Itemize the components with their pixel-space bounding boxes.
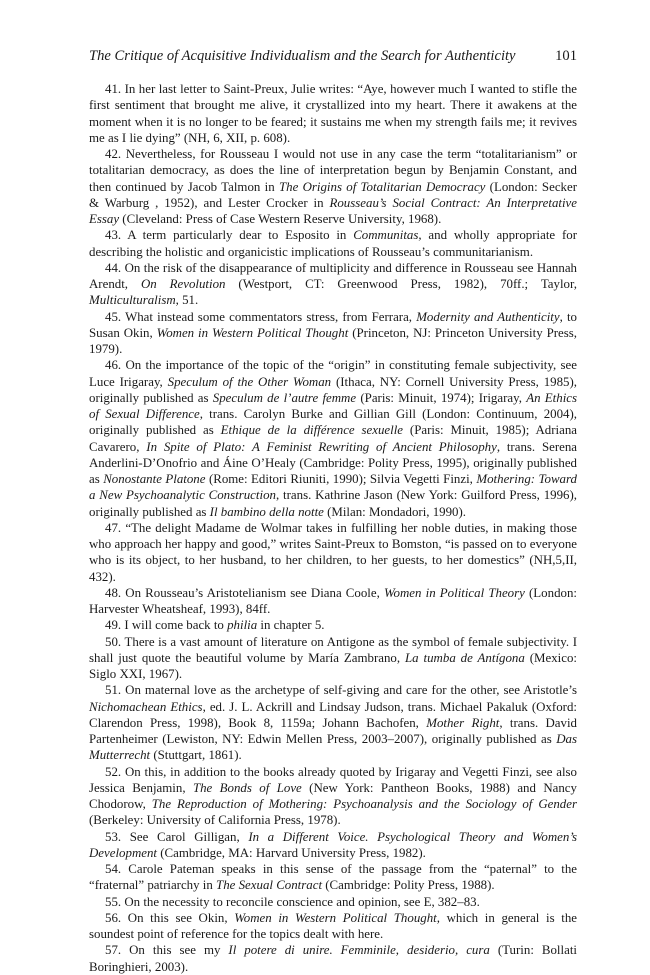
endnote <box>89 585 577 618</box>
endnote-title-text: Modernity and Authenticity <box>416 309 560 324</box>
endnote-number: 43. <box>105 228 122 243</box>
endnote-text: 51. <box>178 293 199 308</box>
endnote-text: (Mexico: Siglo XXI, 1967). <box>89 650 577 681</box>
endnote-title-text: La tumba de Antígona <box>405 650 525 665</box>
endnote <box>89 81 577 146</box>
endnote <box>89 942 577 975</box>
endnote-text: There is a vast amount of literature on Antigone as the symbol of female subjectivity. I shall just quote the beautiful volume by María Zambrano, <box>89 634 577 665</box>
endnote-title-text: Il potere di unire. Femminile, desiderio, cura <box>228 943 490 958</box>
endnote-text: On this see my <box>129 943 229 958</box>
endnote-text: , to Susan Okin, <box>89 309 577 340</box>
running-header <box>89 48 577 70</box>
endnote-number: 52. <box>105 764 122 779</box>
endnote-text: (Stuttgart, 1861). <box>150 748 242 763</box>
endnote-title-text: Il bambino della notte <box>209 504 324 519</box>
endnote-number: 44. <box>105 260 122 275</box>
endnote-text: (Rome: Editori Riuniti, 1990); Silvia Vegetti Finzi, <box>205 472 477 486</box>
endnote-number: 53. <box>105 829 122 844</box>
endnote <box>89 682 577 763</box>
endnote-text: and wholly appropriate for describing the holistic and organicistic implications of Rousseau’s communitarianism. <box>89 228 577 259</box>
endnote-text: On this see Okin, <box>127 910 235 925</box>
endnote-title-text: On Revolution <box>140 277 226 291</box>
endnote-title-text: Nichomachean Ethics <box>89 699 203 714</box>
endnote-number: 47. <box>105 520 122 535</box>
endnote-number: 48. <box>105 585 122 600</box>
endnote-title-text: The Reproduction of Mothering: Psychoanalysis and the Sociology of Gender <box>151 797 577 811</box>
endnote-title-text: Women in Western Political Thought, <box>234 910 440 925</box>
endnote-text: (London: Secker & Warburg , 1952), and Lester Crocker in <box>89 179 577 210</box>
endnote-text: Nevertheless, for Rousseau I would not use in any case the term “totalitarianism” or totalitarian democracy, as does the line of interpretation begun by Benjamin Constant, and then continued by Jacob Talmon in <box>89 147 577 194</box>
endnote <box>89 309 577 358</box>
endnote-title-text: Speculum de l’autre femme <box>212 390 357 405</box>
endnote-text: On the importance of the topic of the “origin” in constituting female subjectivity, see Luce Irigaray, <box>89 358 577 389</box>
endnote-title-text: Mother Right <box>426 715 500 730</box>
endnote-title-text: Ethique de la différence sexuelle <box>220 423 404 438</box>
endnote <box>89 520 577 585</box>
endnote-number: 54. <box>105 862 122 876</box>
endnote-title-text: Women in Western Political Thought <box>156 325 349 340</box>
endnote-number: 45. <box>105 309 122 324</box>
endnote-title-text: Rousseau’s Social Contract: An Interpretative Essay <box>89 195 577 226</box>
endnote-text: In her last letter to Saint-Preux, Julie writes: “Aye, however much I wanted to stifle the first sentiment that brought me alive, it crystallized into my heart. There it awakens at the moment when it is no longer to be feared; it sustains me when my strength fails me; it revives me as I lie dying” (NH, 6, XII, p. 608). <box>89 82 577 145</box>
endnote-text: , trans. David Partenheimer (Lewiston, NY: Edwin Mellen Press, 2003–2007), originally published as <box>89 715 578 746</box>
endnote-text: (Cambridge: Polity Press, 1988). <box>322 878 495 893</box>
endnote <box>89 227 577 260</box>
endnote-text: (London: Harvester Wheatsheaf, 1993), 84ff. <box>89 585 577 616</box>
endnote-title-text: Das Mutterrecht <box>89 732 577 763</box>
endnote-number: 41. <box>105 82 122 96</box>
endnote <box>89 861 577 894</box>
endnote-number: 50. <box>105 634 122 649</box>
endnote-title-text: Mothering: Toward a New Psychoanalytic Construction <box>89 472 577 503</box>
endnote-text: (Paris: Minuit, 1985); Adriana Cavarero, <box>89 423 577 454</box>
endnote-text: On the necessity to reconcile conscience and opinion, see E, 382–83. <box>124 894 480 909</box>
endnote-title-text: An Ethics of Sexual Difference <box>89 390 578 421</box>
running-title: The Critique of Acquisitive Individualism and the Search for Authenticity <box>89 48 516 64</box>
endnote-text: , trans. Kathrine Jason (New York: Guilford Press, 1996), originally published as <box>89 488 578 519</box>
endnote-number: 49. <box>105 618 122 633</box>
endnote-text: (Paris: Minuit, 1974); Irigaray, <box>356 390 527 405</box>
endnote <box>89 146 577 227</box>
endnote <box>89 260 577 309</box>
endnote-title-text: Women in Political Theory <box>383 585 525 600</box>
book-page <box>89 48 577 975</box>
endnote-text: , ed. J. L. Ackrill and Lindsay Judson, trans. Michael Pakaluk (Oxford: Clarendon Press, 1998), Book 8, 1159a; Johann Bachofen, <box>89 699 577 730</box>
endnote-text: in chapter 5. <box>257 618 325 633</box>
endnote-text: (Ithaca, NY: Cornell University Press, 1985), originally published as <box>89 374 577 405</box>
endnote-number: 51. <box>105 683 122 698</box>
endnote <box>89 894 577 910</box>
endnote-text: (Cleveland: Press of Case Western Reserve University, 1968). <box>119 212 442 226</box>
endnote-text: (Berkeley: University of California Press, 1978). <box>89 813 341 828</box>
endnote-title-text: Speculum of the Other Woman <box>167 374 332 389</box>
endnote-text: (Westport, CT: Greenwood Press, 1982), 70ff.; Taylor, <box>225 277 577 291</box>
endnote-text: On Rousseau’s Aristotelianism see Diana Coole, <box>125 585 384 600</box>
endnote-text: (New York: Pantheon Books, 1988) and Nancy Chodorow, <box>89 780 577 811</box>
endnote-text: , trans. Serena Anderlini-D’Onofrio and Áine O’Healy (Cambridge: Polity Press, 1995), originally published as <box>89 439 578 486</box>
endnote-title-text: In Spite of Plato: A Feminist Rewriting of Ancient Philosophy <box>146 439 497 454</box>
endnote-text: (Turin: Bollati Boringhieri, 2003). <box>89 943 577 974</box>
endnote-text: What instead some commentators stress, from Ferrara, <box>125 309 417 324</box>
endnote-number: 56. <box>105 910 122 925</box>
endnote-title-text: The Bonds of Love <box>192 780 302 795</box>
endnote <box>89 910 577 943</box>
endnote-title-text: Multiculturalism, <box>89 293 179 308</box>
endnote-title-text: The Sexual Contract <box>216 878 323 893</box>
endnote-title-text: Nonostante Platone <box>103 472 206 486</box>
endnote-title-text: Communitas, <box>353 228 422 243</box>
endnote-title-text: The Origins of Totalitarian Democracy <box>278 179 486 194</box>
endnote-text: Carole Pateman speaks in this sense of the passage from the “paternal” to the “fraternal” patriarchy in <box>89 862 577 893</box>
endnote-text: (Milan: Mondadori, 1990). <box>323 504 467 519</box>
page-number: 101 <box>555 48 577 64</box>
endnotes-list <box>89 81 577 975</box>
endnote <box>89 829 577 862</box>
endnote-text: I will come back to <box>124 618 228 633</box>
endnote <box>89 634 577 683</box>
endnote-number: 46. <box>105 358 122 373</box>
endnote-number: 42. <box>105 147 122 161</box>
endnote-text: which in general is the soundest point of reference for the topics dealt with here. <box>89 910 578 941</box>
endnote <box>89 764 577 829</box>
endnote-text: (Princeton, NJ: Princeton University Press, 1979). <box>89 325 578 356</box>
endnote-number: 55. <box>105 894 122 909</box>
endnote <box>89 617 577 633</box>
endnote-title-text: In a Different Voice. Psychological Theory and Women’s Development <box>89 829 577 860</box>
endnote-text: See Carol Gilligan, <box>129 829 249 844</box>
endnote-text: “The delight Madame de Wolmar takes in fulfilling her noble duties, in making those who approach her happy and good,” writes Saint-Preux to Bomston, “is passed on to everyone who is its object, to her husband, to her children, to her guests, to her domestics” (NH,5,II, 432). <box>89 520 577 584</box>
endnote-text: On maternal love as the archetype of self-giving and care for the other, see Aristotle’s <box>125 683 577 698</box>
endnote-title-text: philia <box>227 618 258 633</box>
endnote-text: A term particularly dear to Esposito in <box>127 228 354 243</box>
endnote <box>89 357 577 520</box>
endnote-text: (Cambridge, MA: Harvard University Press, 1982). <box>157 845 426 860</box>
endnote-text: , trans. Carolyn Burke and Gillian Gill (London: Continuum, 2004), originally published as <box>89 407 578 438</box>
endnote-number: 57. <box>105 943 122 958</box>
endnote-text: On this, in addition to the books already quoted by Irigaray and Vegetti Finzi, see also Jessica Benjamin, <box>89 764 577 795</box>
endnote-text: On the risk of the disappearance of multiplicity and difference in Rousseau see Hannah Arendt, <box>89 260 577 291</box>
